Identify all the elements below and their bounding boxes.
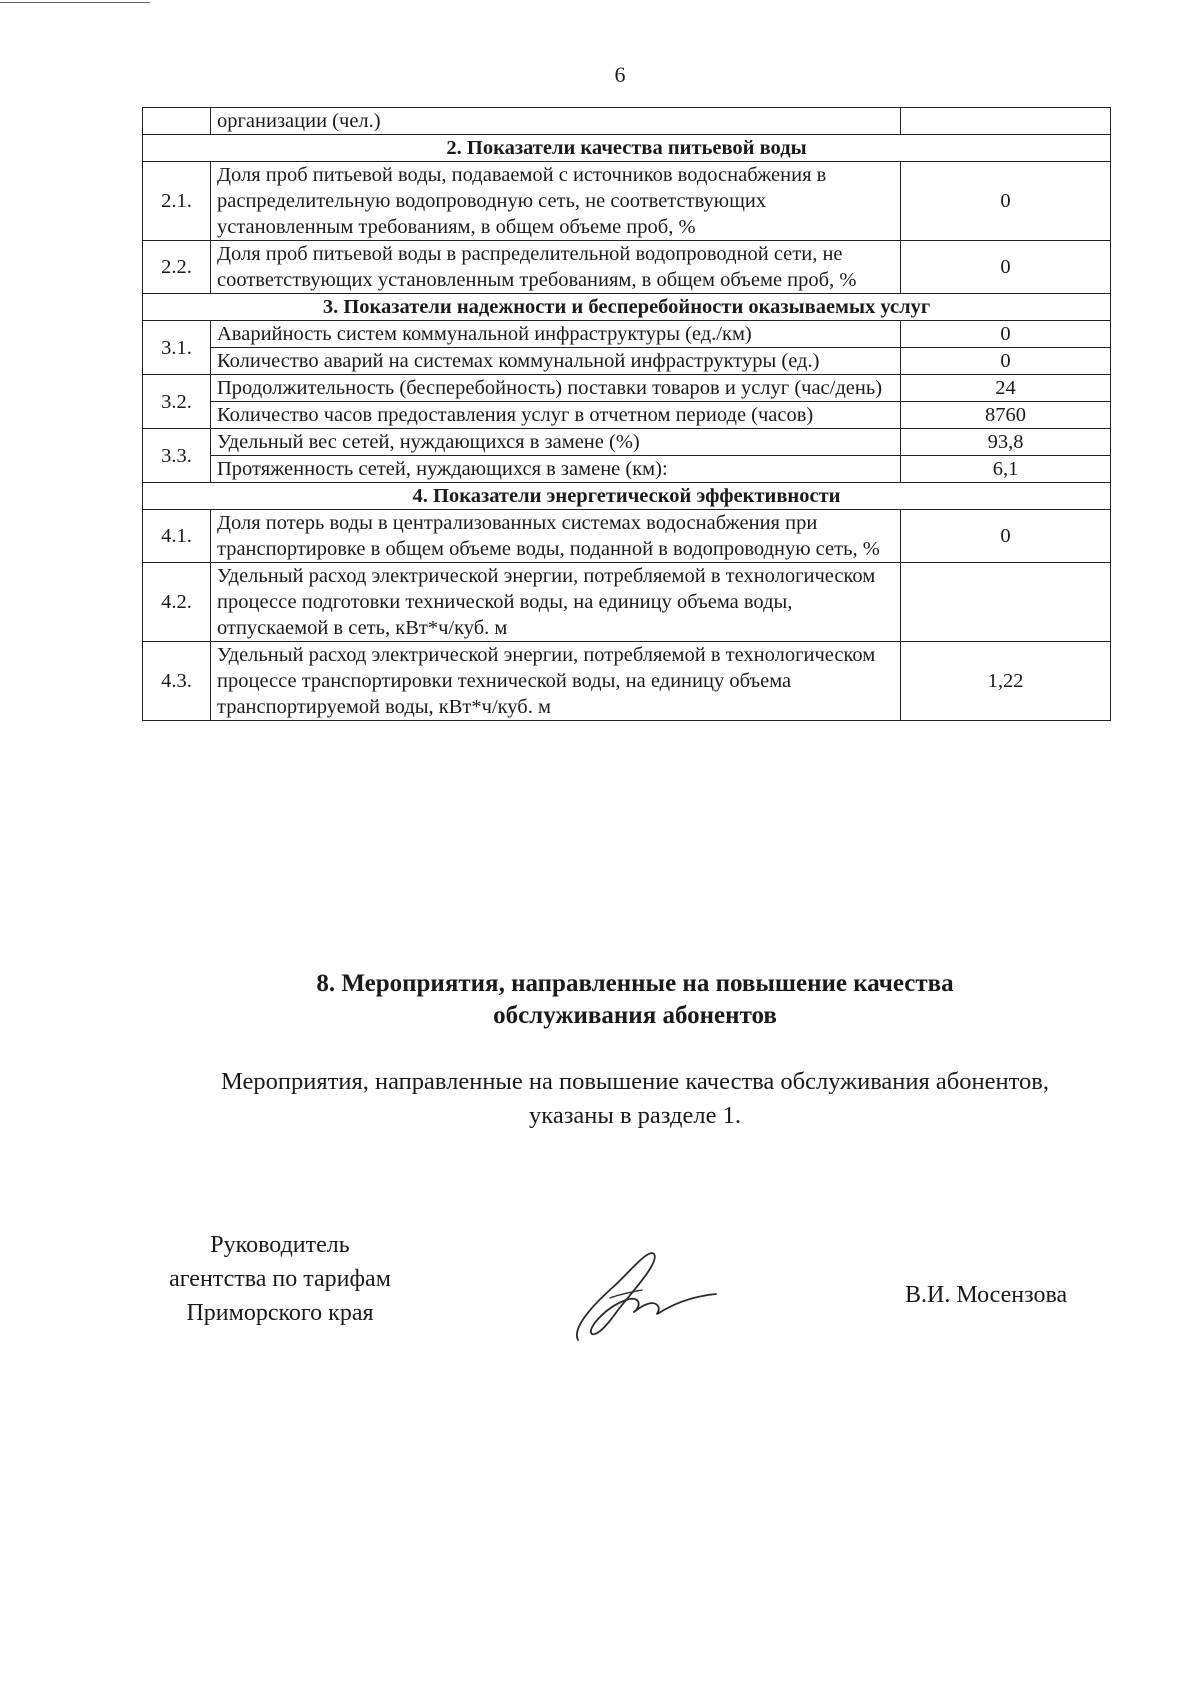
- section-header-row: [143, 135, 1111, 162]
- indicator-text: Количество аварий на системах коммунальной инфраструктуры (ед.): [211, 348, 901, 375]
- page-number: 6: [614, 62, 626, 87]
- row-number: 4.3.: [143, 642, 211, 721]
- indicator-text: Доля потерь воды в централизованных системах водоснабжения при транспортировке в общем объеме воды, поданной в водопроводную сеть, %: [211, 510, 901, 563]
- table-row: [143, 642, 1111, 721]
- table-row: [143, 510, 1111, 563]
- row-number: 4.2.: [143, 563, 211, 642]
- row-number: 3.1.: [143, 321, 211, 375]
- indicator-value: 1,22: [901, 642, 1111, 721]
- row-number-cell: [143, 108, 211, 135]
- indicator-text: Доля проб питьевой воды, подаваемой с источников водоснабжения в распределительную водопроводную сеть, не соответствующих установленным требованиям, в общем объеме проб, %: [211, 162, 901, 241]
- signatory-role-line: Руководитель: [210, 1232, 350, 1258]
- table-row: [143, 241, 1111, 294]
- section-8-paragraph: [150, 1065, 1120, 1133]
- row-number: 2.2.: [143, 241, 211, 294]
- row-number: 2.1.: [143, 162, 211, 241]
- section-header-row: [143, 294, 1111, 321]
- indicator-text: Удельный расход электрической энергии, потребляемой в технологическом процессе подготовки технической воды, на единицу объема воды, отпускаемой в сеть, кВт*ч/куб. м: [211, 563, 901, 642]
- indicator-value: 0: [901, 321, 1111, 348]
- signatory-role: [145, 1228, 415, 1330]
- handwritten-signature: [570, 1240, 720, 1350]
- scan-edge-line: [0, 2, 150, 3]
- indicator-value: [901, 563, 1111, 642]
- indicator-text: Количество часов предоставления услуг в отчетном периоде (часов): [211, 402, 901, 429]
- signatory-role-line: агентства по тарифам: [169, 1266, 391, 1292]
- section-4-title: 4. Показатели энергетической эффективности: [143, 483, 1111, 510]
- table-row: [143, 321, 1111, 348]
- section-8-heading-line: 8. Мероприятия, направленные на повышение качества: [316, 970, 954, 997]
- row-number: 3.3.: [143, 429, 211, 483]
- table-row: [143, 348, 1111, 375]
- table-row: [143, 456, 1111, 483]
- signatory-name: В.И. Мосензова: [905, 1282, 1068, 1308]
- table-row: [143, 162, 1111, 241]
- table-row: [143, 108, 1111, 135]
- paragraph-line: указаны в разделе 1.: [529, 1102, 741, 1129]
- indicator-text: Продолжительность (бесперебойность) поставки товаров и услуг (час/день): [211, 375, 901, 402]
- indicator-text: Удельный расход электрической энергии, потребляемой в технологическом процессе транспортировки технической воды, на единицу объема транспортируемой воды, кВт*ч/куб. м: [211, 642, 901, 721]
- indicators-table: [142, 107, 1111, 721]
- indicator-text: Аварийность систем коммунальной инфраструктуры (ед./км): [211, 321, 901, 348]
- indicator-value: 93,8: [901, 429, 1111, 456]
- indicator-value: 0: [901, 510, 1111, 563]
- row-number: 3.2.: [143, 375, 211, 429]
- section-header-row: [143, 483, 1111, 510]
- indicator-text: Удельный вес сетей, нуждающихся в замене (%): [211, 429, 901, 456]
- table-row: [143, 375, 1111, 402]
- indicator-value: 8760: [901, 402, 1111, 429]
- indicator-text: Доля проб питьевой воды в распределительной водопроводной сети, не соответствующих установленным требованиям, в общем объеме проб, %: [211, 241, 901, 294]
- indicator-text: организации (чел.): [211, 108, 901, 135]
- indicator-value: 0: [901, 241, 1111, 294]
- row-number: 4.1.: [143, 510, 211, 563]
- section-2-title: 2. Показатели качества питьевой воды: [143, 135, 1111, 162]
- section-3-title: 3. Показатели надежности и бесперебойности оказываемых услуг: [143, 294, 1111, 321]
- table-row: [143, 402, 1111, 429]
- signatory-role-line: Приморского края: [186, 1300, 374, 1326]
- indicator-value: [901, 108, 1111, 135]
- indicator-value: 0: [901, 348, 1111, 375]
- table-row: [143, 429, 1111, 456]
- paragraph-line: Мероприятия, направленные на повышение качества обслуживания абонентов,: [221, 1068, 1049, 1095]
- section-8-heading-line: обслуживания абонентов: [493, 1002, 777, 1029]
- indicator-value: 6,1: [901, 456, 1111, 483]
- indicator-value: 24: [901, 375, 1111, 402]
- indicator-text: Протяженность сетей, нуждающихся в замене (км):: [211, 456, 901, 483]
- indicator-value: 0: [901, 162, 1111, 241]
- section-8-heading: [0, 968, 1200, 1032]
- table-row: [143, 563, 1111, 642]
